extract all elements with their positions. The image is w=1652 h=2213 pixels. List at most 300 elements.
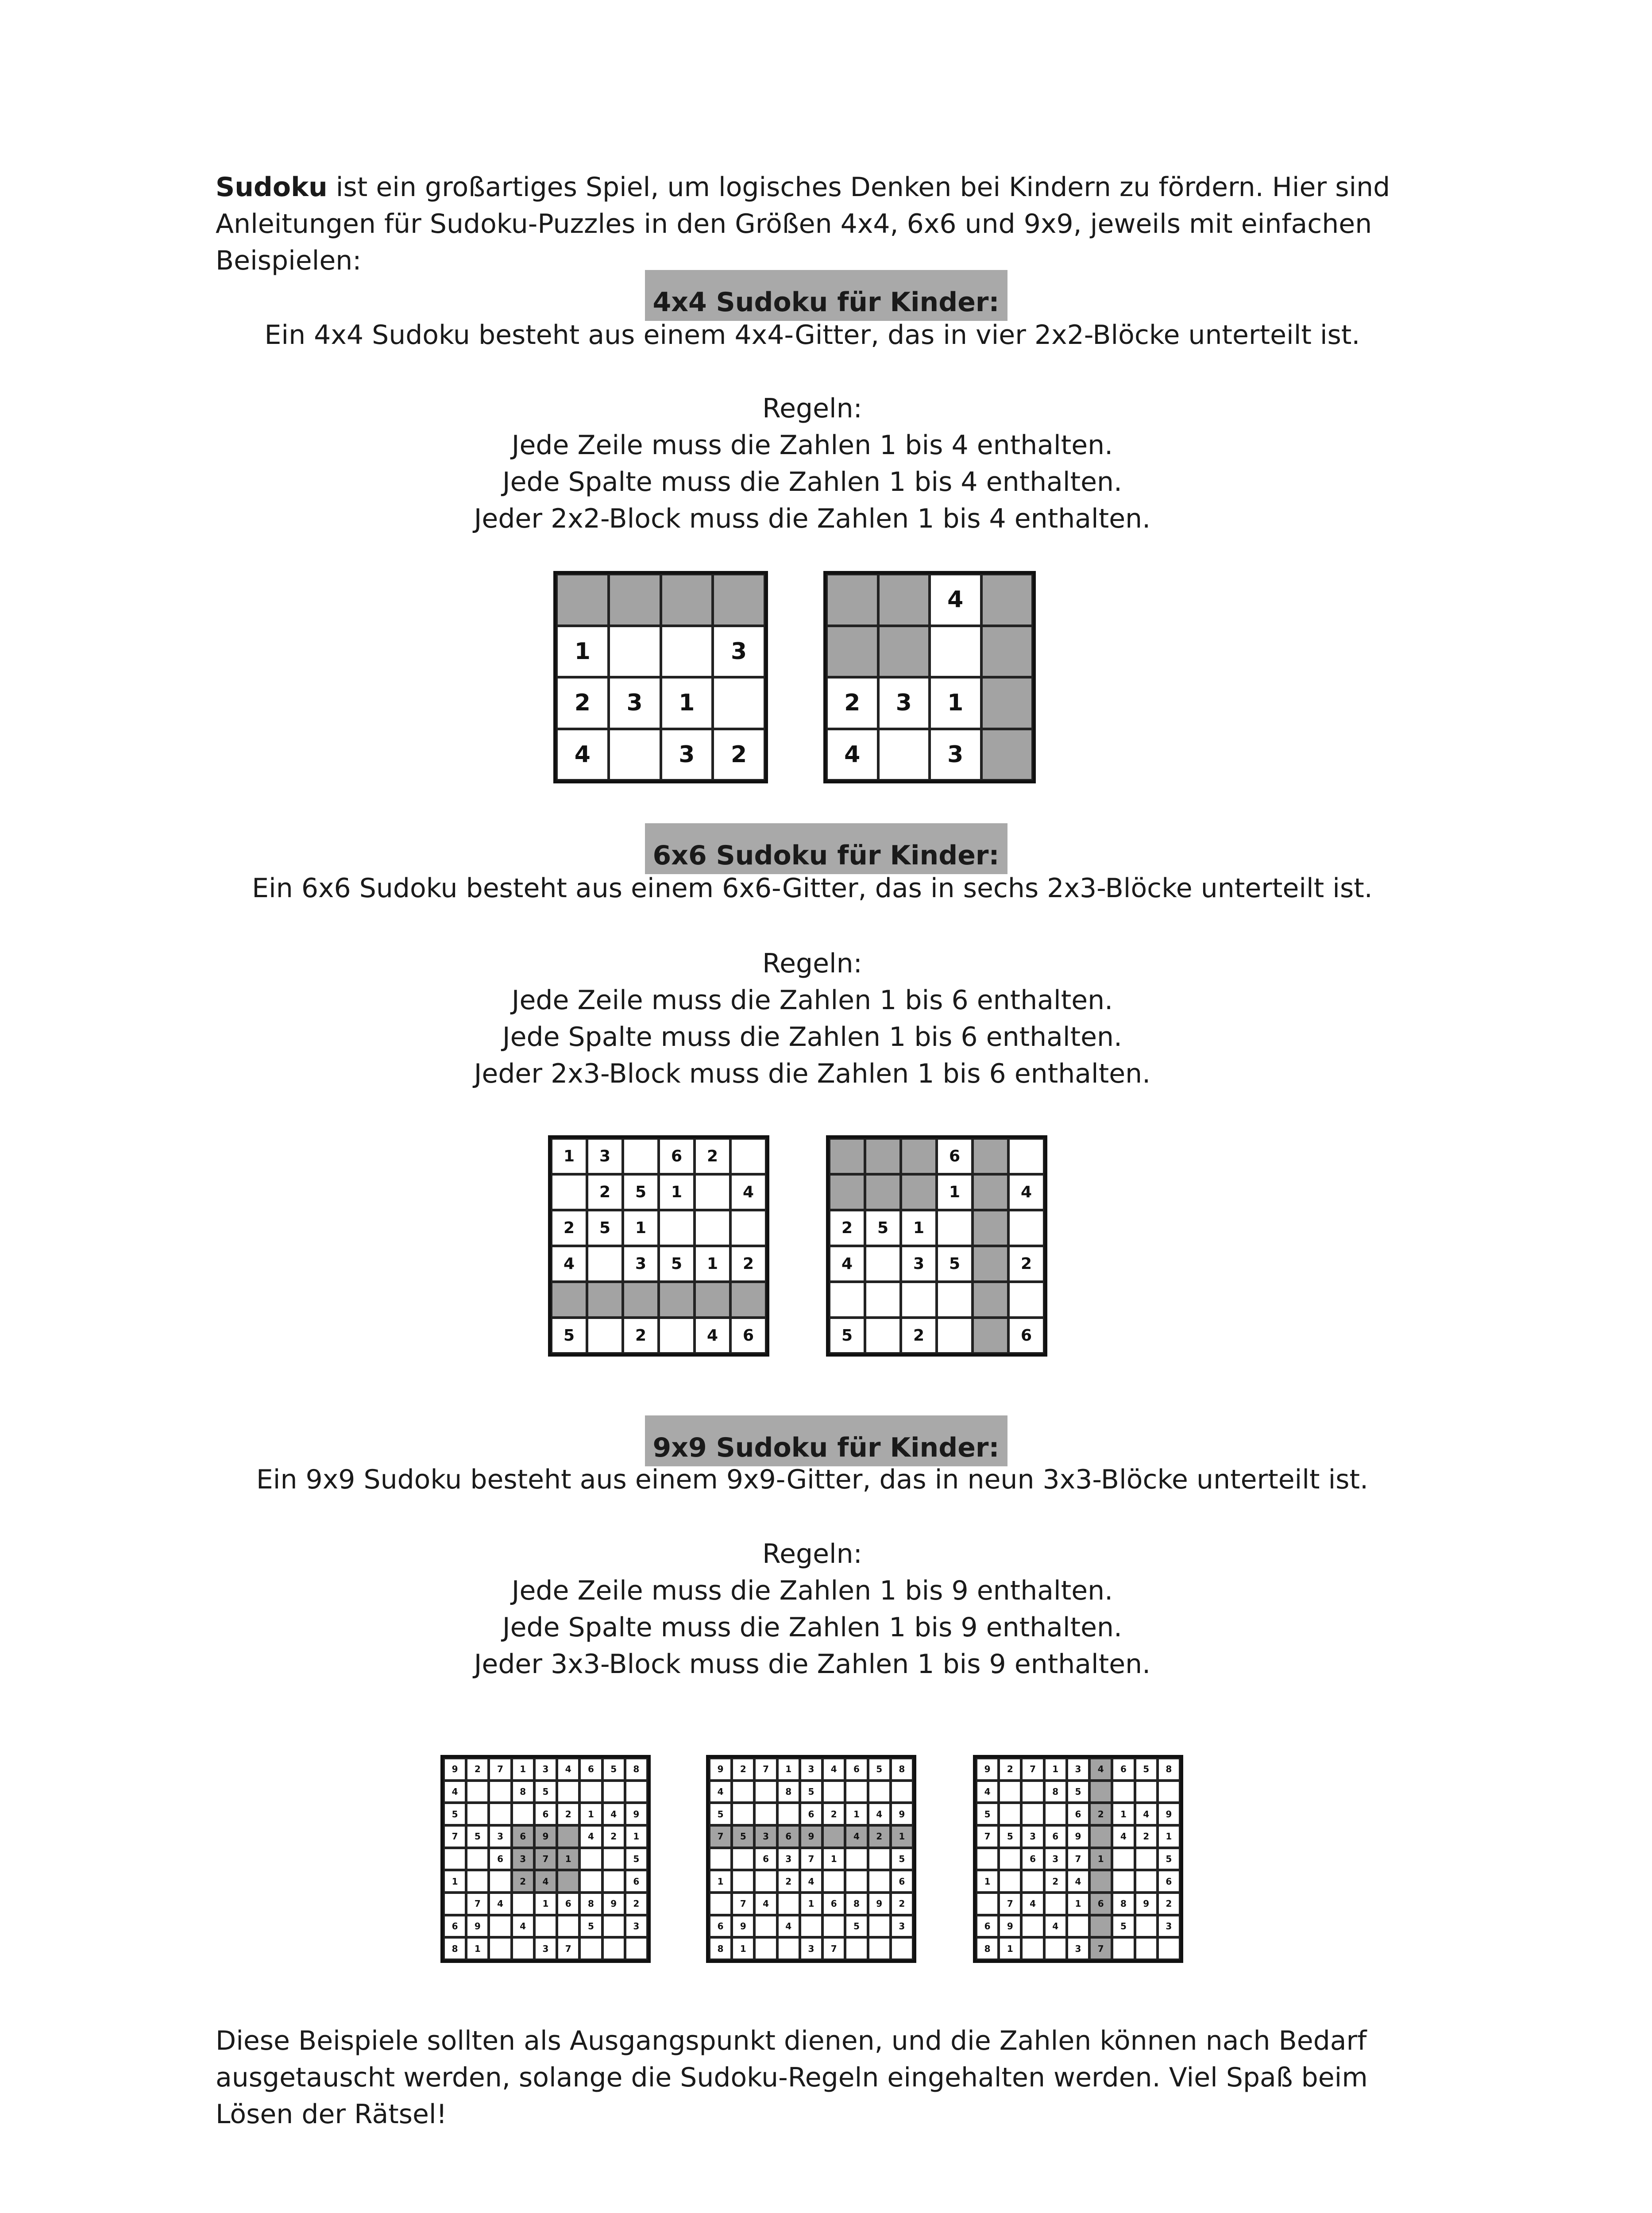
sudoku-cell (1158, 1781, 1180, 1803)
sudoku-cell: 9 (466, 1915, 489, 1938)
sudoku-cell (826, 574, 878, 626)
sudoku-cell (800, 1915, 822, 1938)
sudoku-cell: 9 (800, 1825, 822, 1848)
sudoku-cell (1067, 1915, 1089, 1938)
sudoku-cell: 5 (551, 1318, 587, 1353)
sudoku-cell (489, 1803, 511, 1825)
sudoku-cell: 9 (976, 1758, 999, 1781)
sudoku-cell (845, 1848, 868, 1870)
sudoku-cell: 3 (777, 1848, 800, 1870)
sudoku-cell: 8 (1112, 1893, 1135, 1915)
sudoku-cell: 6 (1044, 1825, 1067, 1848)
sudoku-cell: 6 (1008, 1318, 1044, 1353)
sudoku-cell: 2 (901, 1318, 937, 1353)
sudoku-cell: 4 (709, 1781, 732, 1803)
sudoku-cell (556, 574, 609, 626)
sudoku-cell (709, 1893, 732, 1915)
sudoku-cell: 4 (822, 1758, 845, 1781)
sudoku-cell (730, 1210, 766, 1246)
sudoku-cell: 8 (1044, 1781, 1067, 1803)
sudoku-cell (901, 1138, 937, 1174)
sudoku-cell (732, 1848, 754, 1870)
sudoku-cell: 6 (579, 1758, 602, 1781)
rule-9x9-2: Jede Spalte muss die Zahlen 1 bis 9 enthalten. (502, 1612, 1123, 1643)
sudoku-cell (602, 1915, 625, 1938)
sudoku-cell: 6 (730, 1318, 766, 1353)
sudoku-cell (777, 1937, 800, 1960)
sudoku-cell: 4 (777, 1915, 800, 1938)
rules-title-9x9: Regeln: (762, 1538, 862, 1569)
rules-title-4x4: Regeln: (762, 393, 862, 424)
sudoku-cell: 1 (1158, 1825, 1180, 1848)
sudoku-cell (557, 1781, 579, 1803)
sudoku-cell (878, 626, 930, 678)
sudoku-cell: 1 (1067, 1893, 1089, 1915)
sudoku-cell (512, 1937, 534, 1960)
sudoku-cell: 2 (1135, 1825, 1158, 1848)
sudoku-cell: 2 (695, 1138, 730, 1174)
sudoku-cell: 6 (444, 1915, 466, 1938)
sudoku-cell (999, 1781, 1021, 1803)
sudoku-cell: 2 (556, 677, 609, 729)
sudoku-cell (602, 1937, 625, 1960)
sudoku-cell (730, 1282, 766, 1318)
sudoku-cell: 2 (512, 1870, 534, 1893)
sudoku-cell (1044, 1803, 1067, 1825)
sudoku-cell (1112, 1937, 1135, 1960)
sudoku-cell (623, 1282, 659, 1318)
sudoku-cell: 7 (534, 1848, 557, 1870)
sudoku-9x9-example-1 (440, 1755, 651, 1963)
sudoku-cell: 6 (1089, 1893, 1112, 1915)
sudoku-cell: 5 (444, 1803, 466, 1825)
sudoku-cell: 8 (579, 1893, 602, 1915)
sudoku-cell: 3 (1067, 1937, 1089, 1960)
sudoku-cell: 5 (732, 1825, 754, 1848)
sudoku-cell: 3 (930, 729, 981, 781)
sudoku-4x4-example-1 (553, 571, 768, 783)
sudoku-cell (973, 1246, 1008, 1282)
sudoku-cell: 1 (557, 1848, 579, 1870)
sudoku-cell (489, 1937, 511, 1960)
sudoku-cell: 5 (999, 1825, 1021, 1848)
sudoku-cell: 8 (625, 1758, 648, 1781)
sudoku-cell: 4 (695, 1318, 730, 1353)
sudoku-cell: 2 (557, 1803, 579, 1825)
rule-6x6-3: Jeder 2x3-Block muss die Zahlen 1 bis 6 enthalten. (474, 1058, 1151, 1089)
sudoku-cell: 8 (976, 1937, 999, 1960)
sudoku-cell: 9 (891, 1803, 913, 1825)
sudoku-cell: 3 (489, 1825, 511, 1848)
sudoku-cell (709, 1848, 732, 1870)
sudoku-cell (1021, 1937, 1044, 1960)
sudoku-cell (868, 1915, 891, 1938)
sudoku-cell (466, 1803, 489, 1825)
heading-4x4: 4x4 Sudoku für Kinder: (645, 270, 1007, 321)
sudoku-cell (1021, 1915, 1044, 1938)
sudoku-cell: 1 (976, 1870, 999, 1893)
sudoku-cell: 3 (800, 1758, 822, 1781)
sudoku-cell: 3 (1158, 1915, 1180, 1938)
sudoku-cell (695, 1210, 730, 1246)
sudoku-cell (1008, 1282, 1044, 1318)
sudoku-cell: 3 (1021, 1825, 1044, 1848)
sudoku-cell (444, 1893, 466, 1915)
sudoku-cell: 9 (1158, 1803, 1180, 1825)
sudoku-cell: 3 (623, 1246, 659, 1282)
sudoku-cell (602, 1870, 625, 1893)
sudoku-cell (489, 1915, 511, 1938)
sudoku-cell: 8 (709, 1937, 732, 1960)
sudoku-cell (1135, 1781, 1158, 1803)
sudoku-cell: 7 (1021, 1758, 1044, 1781)
sudoku-cell: 5 (587, 1210, 623, 1246)
sudoku-cell (1089, 1825, 1112, 1848)
heading-9x9: 9x9 Sudoku für Kinder: (645, 1415, 1007, 1466)
sudoku-cell: 1 (695, 1246, 730, 1282)
sudoku-cell: 5 (937, 1246, 973, 1282)
sudoku-cell (754, 1803, 777, 1825)
sudoku-cell: 3 (587, 1138, 623, 1174)
sudoku-cell: 7 (822, 1937, 845, 1960)
sudoku-cell: 5 (709, 1803, 732, 1825)
sudoku-cell: 6 (1067, 1803, 1089, 1825)
sudoku-cell: 7 (444, 1825, 466, 1848)
sudoku-cell (1044, 1893, 1067, 1915)
sudoku-cell (695, 1174, 730, 1210)
sudoku-cell: 6 (800, 1803, 822, 1825)
sudoku-cell: 2 (1044, 1870, 1067, 1893)
sudoku-cell (579, 1848, 602, 1870)
sudoku-cell: 3 (512, 1848, 534, 1870)
sudoku-cell: 8 (845, 1893, 868, 1915)
sudoku-cell: 2 (625, 1893, 648, 1915)
sudoku-cell (973, 1318, 1008, 1353)
intro-text: ist ein großartiges Spiel, um logisches Denken bei Kindern zu fördern. Hier sind Anleitungen für Sudoku-Puzzles in den Größen 4x4, 6x6 und 9x9, jeweils mit einfachen Beispielen: (216, 172, 1390, 276)
sudoku-cell: 4 (754, 1893, 777, 1915)
sudoku-cell: 5 (829, 1318, 865, 1353)
sudoku-cell (973, 1138, 1008, 1174)
sudoku-cell: 1 (659, 1174, 695, 1210)
sudoku-cell (466, 1781, 489, 1803)
sudoku-cell: 4 (976, 1781, 999, 1803)
sudoku-cell (981, 574, 1033, 626)
sudoku-cell (829, 1174, 865, 1210)
sudoku-cell: 9 (868, 1893, 891, 1915)
sudoku-cell (822, 1825, 845, 1848)
sudoku-cell: 3 (901, 1246, 937, 1282)
sudoku-cell: 7 (557, 1937, 579, 1960)
sudoku-cell (466, 1870, 489, 1893)
sudoku-cell (587, 1246, 623, 1282)
sudoku-cell: 1 (556, 626, 609, 678)
sudoku-cell: 6 (891, 1870, 913, 1893)
sudoku-cell (1021, 1870, 1044, 1893)
sudoku-cell: 5 (602, 1758, 625, 1781)
sudoku-cell (1135, 1848, 1158, 1870)
sudoku-cell: 7 (800, 1848, 822, 1870)
sudoku-cell: 3 (534, 1758, 557, 1781)
sudoku-cell (999, 1870, 1021, 1893)
sudoku-cell: 9 (1067, 1825, 1089, 1848)
sudoku-cell: 2 (623, 1318, 659, 1353)
sudoku-cell: 4 (1021, 1893, 1044, 1915)
sudoku-cell: 6 (1158, 1870, 1180, 1893)
sudoku-cell (659, 1282, 695, 1318)
sudoku-cell (937, 1282, 973, 1318)
sudoku-cell (625, 1781, 648, 1803)
sudoku-cell (901, 1282, 937, 1318)
sudoku-cell: 6 (489, 1848, 511, 1870)
heading-9x9-wrap (0, 1415, 1652, 1466)
sudoku-cell (829, 1138, 865, 1174)
sudoku-cell (444, 1848, 466, 1870)
sudoku-cell: 8 (777, 1781, 800, 1803)
sudoku-cell: 9 (999, 1915, 1021, 1938)
sudoku-cell (865, 1138, 901, 1174)
sudoku-cell: 6 (1112, 1758, 1135, 1781)
sudoku-cell: 4 (800, 1870, 822, 1893)
sudoku-cell (661, 626, 713, 678)
sudoku-cell (878, 729, 930, 781)
sudoku-cell: 5 (1067, 1781, 1089, 1803)
sudoku-cell: 6 (754, 1848, 777, 1870)
sudoku-cell: 5 (1112, 1915, 1135, 1938)
sudoku-cell (822, 1781, 845, 1803)
sudoku-cell: 4 (557, 1758, 579, 1781)
sudoku-cell (891, 1781, 913, 1803)
sudoku-cell (732, 1803, 754, 1825)
sudoku-cell: 1 (466, 1937, 489, 1960)
sudoku-cell (1112, 1870, 1135, 1893)
sudoku-cell: 1 (623, 1210, 659, 1246)
sudoku-cell (609, 729, 661, 781)
sudoku-cell: 2 (732, 1758, 754, 1781)
sudoku-cell (901, 1174, 937, 1210)
sudoku-cell: 6 (557, 1893, 579, 1915)
sudoku-cell (587, 1318, 623, 1353)
sudoku-cell: 6 (976, 1915, 999, 1938)
sudoku-cell (489, 1781, 511, 1803)
sudoku-cell (661, 574, 713, 626)
sudoku-cell (878, 574, 930, 626)
sudoku-cell: 6 (937, 1138, 973, 1174)
sudoku-cell (1089, 1781, 1112, 1803)
sudoku-cell (551, 1282, 587, 1318)
sudoku-cell: 4 (1112, 1825, 1135, 1848)
sudoku-cell: 6 (822, 1893, 845, 1915)
sudoku-cell: 1 (551, 1138, 587, 1174)
sudoku-cell: 1 (732, 1937, 754, 1960)
sudoku-cell (695, 1282, 730, 1318)
sudoku-cell (512, 1803, 534, 1825)
sudoku-cell (1112, 1848, 1135, 1870)
sudoku-cell: 6 (845, 1758, 868, 1781)
sudoku-cell: 5 (659, 1246, 695, 1282)
sudoku-9x9-example-2 (706, 1755, 916, 1963)
sudoku-cell: 9 (602, 1893, 625, 1915)
sudoku-cell (579, 1937, 602, 1960)
sudoku-cell: 2 (587, 1174, 623, 1210)
sudoku-cell: 4 (512, 1915, 534, 1938)
sudoku-cell (1112, 1781, 1135, 1803)
rule-6x6-1: Jede Zeile muss die Zahlen 1 bis 6 enthalten. (511, 985, 1113, 1016)
rules-title-6x6: Regeln: (762, 948, 862, 979)
sudoku-cell: 7 (1089, 1937, 1112, 1960)
rule-4x4-1: Jede Zeile muss die Zahlen 1 bis 4 enthalten. (511, 430, 1113, 461)
sudoku-cell (659, 1210, 695, 1246)
rule-6x6-2: Jede Spalte muss die Zahlen 1 bis 6 enthalten. (502, 1022, 1123, 1053)
sudoku-cell (557, 1825, 579, 1848)
sudoku-cell (973, 1282, 1008, 1318)
sudoku-cell (868, 1781, 891, 1803)
sudoku-cell: 9 (444, 1758, 466, 1781)
sudoku-cell: 7 (709, 1825, 732, 1848)
sudoku-cell: 2 (999, 1758, 1021, 1781)
sudoku-cell: 2 (1089, 1803, 1112, 1825)
sudoku-cell: 5 (623, 1174, 659, 1210)
sudoku-cell: 1 (625, 1825, 648, 1848)
sudoku-cell: 6 (512, 1825, 534, 1848)
sudoku-4x4-example-2 (823, 571, 1036, 783)
sudoku-cell: 7 (999, 1893, 1021, 1915)
sudoku-cell (625, 1937, 648, 1960)
heading-4x4-wrap (0, 270, 1652, 321)
description-4x4: Ein 4x4 Sudoku besteht aus einem 4x4-Gitter, das in vier 2x2-Blöcke unterteilt ist. (264, 320, 1360, 351)
sudoku-cell (1021, 1781, 1044, 1803)
sudoku-cell (602, 1781, 625, 1803)
sudoku-cell: 3 (625, 1915, 648, 1938)
sudoku-cell: 4 (444, 1781, 466, 1803)
sudoku-cell: 5 (868, 1758, 891, 1781)
sudoku-cell: 5 (466, 1825, 489, 1848)
sudoku-cell: 8 (1158, 1758, 1180, 1781)
intro-paragraph (216, 169, 1437, 279)
sudoku-cell (557, 1870, 579, 1893)
outro-paragraph: Diese Beispiele sollten als Ausgangspunkt dienen, und die Zahlen können nach Bedarf ausgetauscht werden, solange die Sudoku-Regeln eingehalten werden. Viel Spaß beim Lösen der Rätsel! (216, 2025, 1368, 2130)
sudoku-cell: 7 (489, 1758, 511, 1781)
sudoku-cell (973, 1210, 1008, 1246)
sudoku-cell: 3 (661, 729, 713, 781)
sudoku-cell (579, 1870, 602, 1893)
sudoku-cell: 5 (1158, 1848, 1180, 1870)
sudoku-cell: 4 (1008, 1174, 1044, 1210)
sudoku-cell: 4 (730, 1174, 766, 1210)
sudoku-cell (829, 1282, 865, 1318)
sudoku-cell: 3 (891, 1915, 913, 1938)
sudoku-cell: 2 (466, 1758, 489, 1781)
sudoku-cell (609, 574, 661, 626)
sudoku-cell: 4 (556, 729, 609, 781)
sudoku-cell: 7 (466, 1893, 489, 1915)
sudoku-cell (1089, 1915, 1112, 1938)
sudoku-cell (1044, 1937, 1067, 1960)
sudoku-cell (1135, 1937, 1158, 1960)
sudoku-cell (777, 1803, 800, 1825)
sudoku-cell (659, 1318, 695, 1353)
sudoku-cell: 1 (512, 1758, 534, 1781)
sudoku-cell (1089, 1870, 1112, 1893)
sudoku-cell (489, 1870, 511, 1893)
sudoku-cell: 1 (937, 1174, 973, 1210)
sudoku-cell (609, 626, 661, 678)
sudoku-cell: 9 (732, 1915, 754, 1938)
sudoku-cell (868, 1870, 891, 1893)
sudoku-cell (1021, 1803, 1044, 1825)
sudoku-cell: 1 (999, 1937, 1021, 1960)
sudoku-cell (865, 1282, 901, 1318)
sudoku-cell: 2 (777, 1870, 800, 1893)
sudoku-cell: 7 (732, 1893, 754, 1915)
sudoku-cell: 6 (777, 1825, 800, 1848)
sudoku-cell: 9 (625, 1803, 648, 1825)
sudoku-cell (891, 1937, 913, 1960)
sudoku-cell: 4 (1067, 1870, 1089, 1893)
rule-4x4-3: Jeder 2x2-Block muss die Zahlen 1 bis 4 enthalten. (474, 503, 1151, 534)
sudoku-cell: 1 (579, 1803, 602, 1825)
rule-9x9-1: Jede Zeile muss die Zahlen 1 bis 9 enthalten. (511, 1575, 1113, 1606)
sudoku-cell: 2 (822, 1803, 845, 1825)
sudoku-cell (865, 1318, 901, 1353)
sudoku-cell (845, 1937, 868, 1960)
sudoku-cell (865, 1246, 901, 1282)
sudoku-cell: 9 (709, 1758, 732, 1781)
sudoku-cell: 2 (551, 1210, 587, 1246)
sudoku-cell: 3 (800, 1937, 822, 1960)
rule-4x4-2: Jede Spalte muss die Zahlen 1 bis 4 enthalten. (502, 467, 1123, 497)
sudoku-cell: 1 (901, 1210, 937, 1246)
sudoku-cell (579, 1781, 602, 1803)
sudoku-6x6-example-1 (548, 1135, 769, 1357)
sudoku-cell: 3 (1044, 1848, 1067, 1870)
sudoku-cell (999, 1848, 1021, 1870)
sudoku-cell (1008, 1210, 1044, 1246)
sudoku-cell: 4 (930, 574, 981, 626)
sudoku-cell: 8 (891, 1758, 913, 1781)
sudoku-cell (868, 1848, 891, 1870)
sudoku-cell: 2 (826, 677, 878, 729)
heading-6x6-wrap (0, 823, 1652, 874)
sudoku-cell: 2 (868, 1825, 891, 1848)
sudoku-cell: 1 (800, 1893, 822, 1915)
sudoku-cell: 1 (1044, 1758, 1067, 1781)
sudoku-cell: 4 (868, 1803, 891, 1825)
sudoku-cell (981, 626, 1033, 678)
sudoku-cell (713, 574, 765, 626)
sudoku-cell: 6 (659, 1138, 695, 1174)
sudoku-cell: 1 (777, 1758, 800, 1781)
sudoku-cell (868, 1937, 891, 1960)
sudoku-cell: 6 (625, 1870, 648, 1893)
sudoku-cell (587, 1282, 623, 1318)
sudoku-cell (1135, 1915, 1158, 1938)
sudoku-cell (754, 1781, 777, 1803)
sudoku-cell (976, 1848, 999, 1870)
description-6x6: Ein 6x6 Sudoku besteht aus einem 6x6-Gitter, das in sechs 2x3-Blöcke unterteilt ist. (252, 873, 1373, 904)
sudoku-cell: 5 (800, 1781, 822, 1803)
sudoku-cell: 8 (444, 1937, 466, 1960)
sudoku-cell: 6 (1021, 1848, 1044, 1870)
sudoku-cell: 1 (822, 1848, 845, 1870)
sudoku-cell: 2 (1158, 1893, 1180, 1915)
sudoku-cell: 5 (534, 1781, 557, 1803)
sudoku-cell (826, 626, 878, 678)
sudoku-cell: 4 (1089, 1758, 1112, 1781)
sudoku-cell (754, 1937, 777, 1960)
sudoku-cell: 1 (709, 1870, 732, 1893)
sudoku-cell (999, 1803, 1021, 1825)
sudoku-cell: 3 (878, 677, 930, 729)
